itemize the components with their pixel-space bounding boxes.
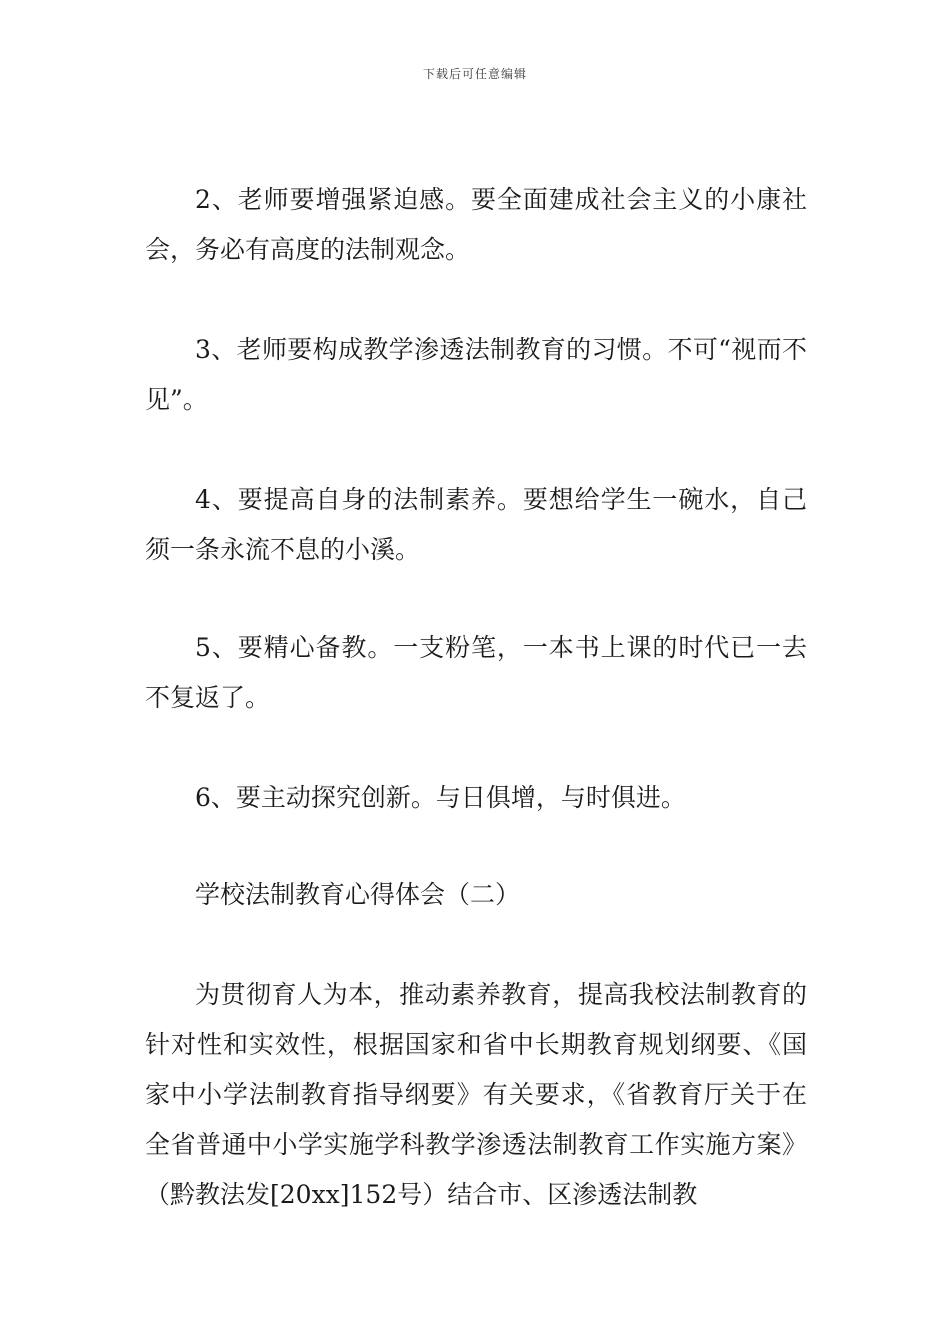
- paragraph-intro: 为贯彻育人为本，推动素养教育，提高我校法制教育的针对性和实效性，根据国家和省中长期教育规划纲要、《国家中小学法制教育指导纲要》有关要求，《省教育厅关于在全省普通中小学实施学科教学渗透法制教育工作实施方案》（黔教法发[20xx]152号）结合市、区渗透法制教: [145, 980, 807, 1209]
- paragraph-point-5: 5、要精心备教。一支粉笔，一本书上课的时代已一去不复返了。: [145, 633, 807, 712]
- paragraph-point-2: 2、老师要增强紧迫感。要全面建成社会主义的小康社会，务必有高度的法制观念。: [145, 185, 807, 264]
- section-heading: 学校法制教育心得体会（二）: [195, 880, 521, 909]
- paragraph-point-4: 4、要提高自身的法制素养。要想给学生一碗水，自己须一条永流不息的小溪。: [145, 485, 807, 564]
- paragraph-point-3: 3、老师要构成教学渗透法制教育的习惯。不可“视而不见”。: [145, 335, 807, 414]
- paragraph-point-6: 6、要主动探究创新。与日俱增，与时俱进。: [195, 783, 686, 812]
- page-header: 下载后可任意编辑: [422, 67, 527, 81]
